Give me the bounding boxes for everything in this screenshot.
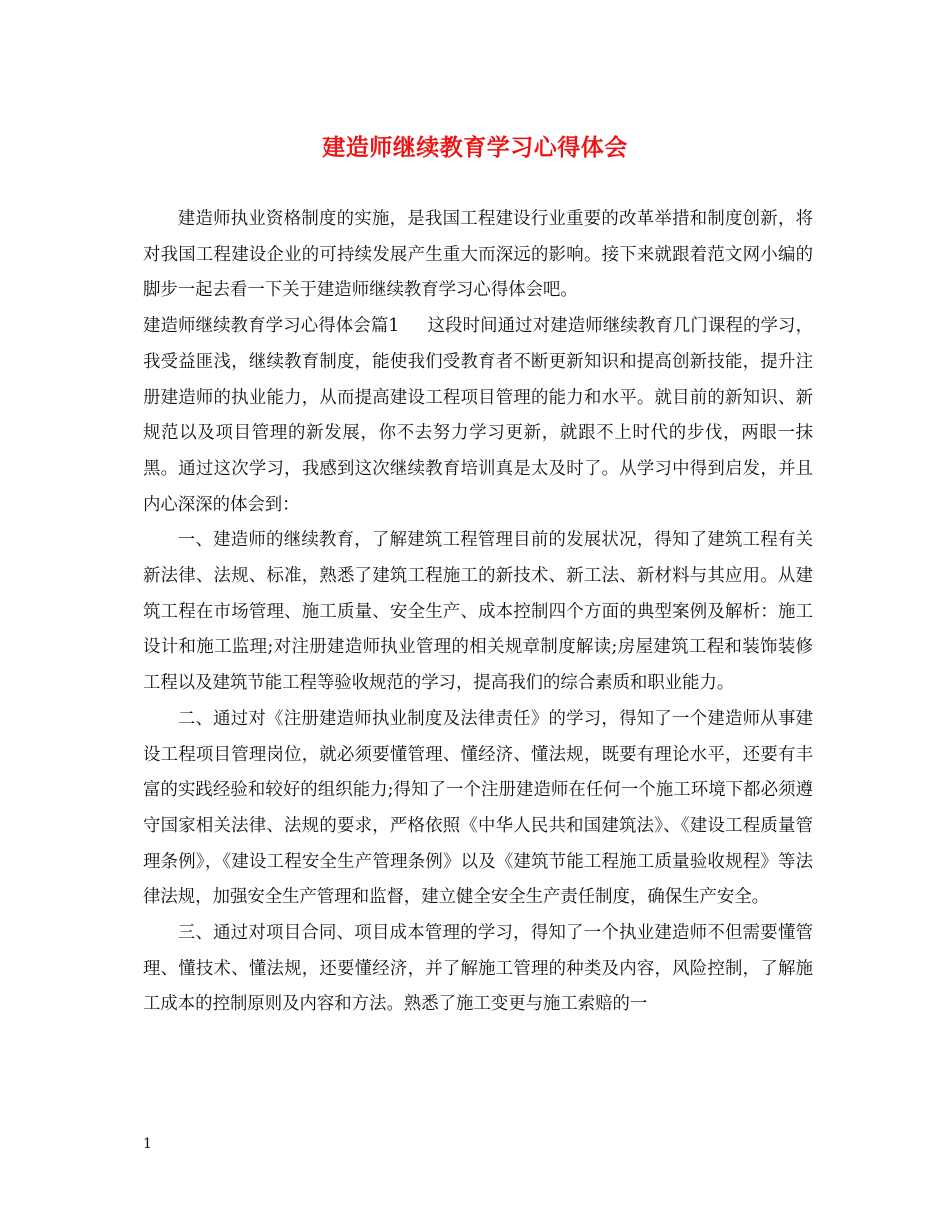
point-1-paragraph: 一、建造师的继续教育，了解建筑工程管理目前的发展状况，得知了建筑工程有关新法律、法规、标准，熟悉了建筑工程施工的新技术、新工法、新材料与其应用。从建筑工程在市场管理、施工质量、安全生产、成本控制四个方面的典型案例及解析：施工设计和施工监理;对注册建造师执业管理的相关规章制度解读;房屋建筑工程和装饰装修工程以及建筑节能工程等验收规范的学习，提高我们的综合素质和职业能力。 (143, 530, 813, 694)
article-lead: 这段时间通过对建造师继续教育几门课程的学习，我受益匪浅，继续教育制度，能使我们受教育者不断更新知识和提高创新技能，提升注册建造师的执业能力，从而提高建设工程项目管理的能力和水平。就目前的新知识、新规范以及项目管理的新发展，你不去努力学习更新，就跟不上时代的步伐，两眼一抹黑。通过这次学习，我感到这次继续教育培训真是太及时了。从学习中得到启发，并且内心深深的体会到： (143, 316, 813, 515)
page-title: 建造师继续教育学习心得体会 (322, 134, 628, 161)
page-number: 1 (143, 1136, 152, 1152)
point-3-paragraph: 三、通过对项目合同、项目成本管理的学习，得知了一个执业建造师不但需要懂管理、懂技术、懂法规，还要懂经济，并了解施工管理的种类及内容，风险控制，了解施工成本的控制原则及内容和方法。熟悉了施工变更与施工索赔的一 (143, 923, 813, 1015)
intro-paragraph: 建造师执业资格制度的实施，是我国工程建设行业重要的改革举措和制度创新，将对我国工程建设企业的可持续发展产生重大而深远的影响。接下来就跟着范文网小编的脚步一起去看一下关于建造师继续教育学习心得体会吧。 (143, 209, 813, 301)
document-body (143, 202, 813, 1023)
article-heading: 建造师继续教育学习心得体会篇1 (143, 316, 400, 337)
article-paragraph (143, 309, 813, 523)
point-2-paragraph: 二、通过对《注册建造师执业制度及法律责任》的学习，得知了一个建造师从事建设工程项目管理岗位，就必须要懂管理、懂经济、懂法规，既要有理论水平，还要有丰富的实践经验和较好的组织能力;得知了一个注册建造师在任何一个施工环境下都必须遵守国家相关法律、法规的要求，严格依照《中华人民共和国建筑法》、《建设工程质量管理条例》，《建设工程安全生产管理条例》以及《建筑节能工程施工质量验收规程》等法律法规，加强安全生产管理和监督，建立健全安全生产责任制度，确保生产安全。 (143, 708, 813, 908)
